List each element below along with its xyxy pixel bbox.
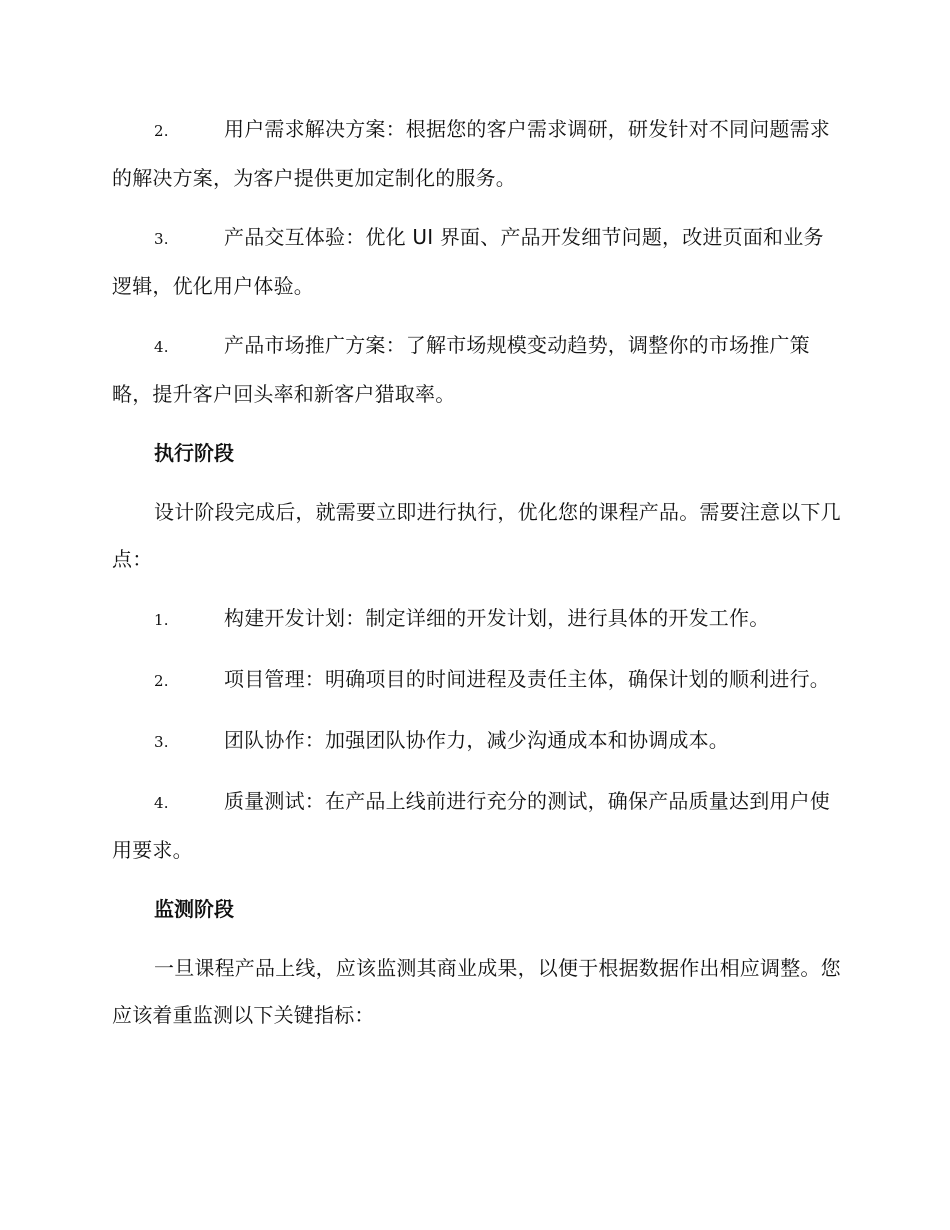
list-item — [112, 717, 842, 766]
list-item — [112, 214, 842, 310]
list-number: 3. — [154, 733, 169, 751]
list-number: 4. — [154, 794, 169, 812]
list-text: 构建开发计划：制定详细的开发计划，进行具体的开发工作。 — [224, 606, 770, 630]
document-page — [112, 106, 842, 1051]
section-heading-execution: 执行阶段 — [154, 441, 234, 465]
list-number: 2. — [154, 672, 169, 690]
list-item — [112, 106, 842, 202]
section-intro-monitoring: 一旦课程产品上线，应该监测其商业成果，以便于根据数据作出相应调整。您应该着重监测以下关键指标： — [112, 956, 841, 1027]
list-text: 团队协作：加强团队协作力，减少沟通成本和协调成本。 — [224, 728, 729, 752]
list-item — [112, 656, 842, 705]
list-item — [112, 595, 842, 644]
list-number: 3. — [154, 230, 169, 248]
list-text: 产品市场推广方案：了解市场规模变动趋势，调整你的市场推广策略，提升客户回头率和新客户猎取率。 — [112, 333, 810, 406]
section-intro-execution: 设计阶段完成后，就需要立即进行执行，优化您的课程产品。需要注意以下几点： — [112, 500, 841, 571]
list-text: 质量测试：在产品上线前进行充分的测试，确保产品质量达到用户使用要求。 — [112, 789, 830, 862]
list-number: 2. — [154, 122, 169, 140]
list-number: 4. — [154, 338, 169, 356]
section-heading-monitoring: 监测阶段 — [154, 897, 234, 921]
list-text: 项目管理：明确项目的时间进程及责任主体，确保计划的顺利进行。 — [224, 667, 830, 691]
list-item — [112, 778, 842, 874]
list-number: 1. — [154, 611, 169, 629]
list-item — [112, 322, 842, 418]
list-text: 产品交互体验：优化 UI 界面、产品开发细节问题，改进页面和业务逻辑，优化用户体验。 — [112, 225, 824, 298]
list-text: 用户需求解决方案：根据您的客户需求调研，研发针对不同问题需求的解决方案，为客户提供更加定制化的服务。 — [112, 117, 830, 190]
